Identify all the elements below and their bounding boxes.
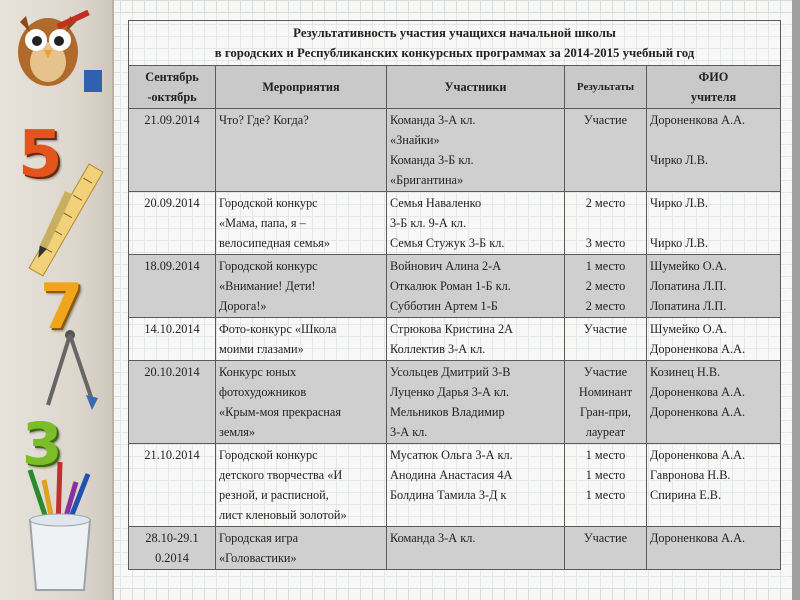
- cell-line: 28.10-29.1: [145, 531, 199, 545]
- cell-line: Чирко Л.В.: [650, 236, 708, 250]
- cell-line: Фото-конкурс «Школа: [219, 322, 337, 336]
- cell-line: 2 место: [585, 279, 626, 293]
- title-line: Результативность участия учащихся начальной школы: [293, 26, 616, 40]
- column-header-row: [129, 66, 781, 109]
- cell-line: Лопатина Л.П.: [650, 279, 727, 293]
- pencil-cup-icon: [30, 462, 90, 590]
- cell-line: «Внимание! Дети!: [219, 279, 316, 293]
- cell-line: Коллектив 3-А кл.: [390, 342, 486, 356]
- digit-five: 5: [18, 118, 63, 192]
- table-row: [129, 255, 781, 318]
- cell-line: Дороненкова А.А.: [650, 342, 746, 356]
- cell-results: [565, 527, 647, 570]
- cell-line: Участие: [583, 113, 628, 127]
- cell-line: Конкурс юных: [219, 365, 297, 379]
- cell-results: [565, 444, 647, 527]
- cell-line: велосипедная семья»: [219, 236, 330, 250]
- cell-participants: [387, 361, 565, 444]
- cell-teachers: [647, 192, 781, 255]
- cell-line: Субботин Артем 1-Б: [390, 299, 498, 313]
- table-row: [129, 192, 781, 255]
- cell-participants: [387, 109, 565, 192]
- cell-date: [129, 109, 216, 192]
- results-table: [128, 20, 781, 570]
- cell-line: 21.10.2014: [144, 448, 200, 462]
- cell-line: Городской конкурс: [219, 196, 318, 210]
- cell-line: Дороненкова А.А.: [650, 385, 746, 399]
- cell-line: Участие: [583, 531, 628, 545]
- cell-line: 1 место: [585, 488, 626, 502]
- cell-event: [216, 444, 387, 527]
- cell-teachers: [647, 444, 781, 527]
- cell-line: Дороненкова А.А.: [650, 405, 746, 419]
- cell-teachers: [647, 255, 781, 318]
- cell-line: Команда 3-А кл.: [390, 113, 476, 127]
- cell-line: 0.2014: [155, 551, 189, 565]
- cell-line: [568, 213, 643, 233]
- cell-line: 2 место: [585, 196, 626, 210]
- column-header-teacher: [647, 66, 781, 109]
- table-row: [129, 444, 781, 527]
- table-title: [129, 21, 781, 66]
- cell-line: 20.09.2014: [144, 196, 200, 210]
- cell-line: Номинант: [578, 385, 633, 399]
- cell-date: [129, 318, 216, 361]
- cell-line: Команда 3-Б кл.: [390, 153, 474, 167]
- header-line: ФИО: [698, 70, 729, 84]
- cell-line: детского творчества «И: [219, 468, 343, 482]
- cell-line: 18.09.2014: [144, 259, 200, 273]
- table-body: [129, 109, 781, 570]
- cell-line: Усольцев Дмитрий 3-В: [390, 365, 511, 379]
- cell-line: Что? Где? Когда?: [219, 113, 309, 127]
- cell-line: Мусатюк Ольга 3-А кл.: [390, 448, 513, 462]
- cell-line: Козинец Н.В.: [650, 365, 721, 379]
- cell-event: [216, 255, 387, 318]
- cell-participants: [387, 527, 565, 570]
- cell-teachers: [647, 361, 781, 444]
- cell-results: [565, 318, 647, 361]
- cell-line: 14.10.2014: [144, 322, 200, 336]
- cell-line: «Крым-моя прекрасная: [219, 405, 341, 419]
- cell-line: Гран-при,: [579, 405, 631, 419]
- cell-date: [129, 192, 216, 255]
- cell-line: Команда 3-А кл.: [390, 531, 476, 545]
- table-title-row: [129, 21, 781, 66]
- cell-line: 1 место: [585, 448, 626, 462]
- cell-results: [565, 109, 647, 192]
- column-header-results: Результаты: [565, 66, 647, 109]
- cell-line: [650, 130, 777, 150]
- cell-line: моими глазами»: [219, 342, 304, 356]
- cell-line: лист кленовый золотой»: [219, 508, 347, 522]
- cell-line: Гавронова Н.В.: [650, 468, 731, 482]
- decorative-sidebar: [0, 0, 114, 600]
- cell-event: [216, 318, 387, 361]
- digit-three: 3: [22, 410, 63, 478]
- column-header-event: Мероприятия: [216, 66, 387, 109]
- cell-participants: [387, 192, 565, 255]
- cell-line: 1 место: [585, 468, 626, 482]
- cell-participants: [387, 444, 565, 527]
- cell-line: земля»: [219, 425, 256, 439]
- table-row: [129, 318, 781, 361]
- cell-participants: [387, 255, 565, 318]
- cell-event: [216, 361, 387, 444]
- cell-date: [129, 527, 216, 570]
- cell-results: [565, 192, 647, 255]
- owl-icon: [18, 10, 102, 92]
- cell-line: фотохудожников: [219, 385, 307, 399]
- cell-line: «Бригантина»: [390, 173, 464, 187]
- header-line: Сентябрь: [145, 70, 199, 84]
- cell-line: 3 место: [585, 236, 626, 250]
- cell-teachers: [647, 109, 781, 192]
- cell-event: [216, 527, 387, 570]
- cell-line: Городской конкурс: [219, 448, 318, 462]
- cell-line: 1 место: [585, 259, 626, 273]
- header-line: -октябрь: [147, 90, 197, 104]
- cell-line: Семья Стужук 3-Б кл.: [390, 236, 505, 250]
- cell-line: Мельников Владимир: [390, 405, 505, 419]
- cell-line: Дорога!»: [219, 299, 267, 313]
- column-header-date: [129, 66, 216, 109]
- cell-line: 3-А кл.: [390, 425, 428, 439]
- cell-line: Дороненкова А.А.: [650, 113, 746, 127]
- cell-line: «Мама, папа, я –: [219, 216, 306, 230]
- cell-teachers: [647, 527, 781, 570]
- cell-event: [216, 192, 387, 255]
- cell-line: Спирина Е.В.: [650, 488, 722, 502]
- cell-line: [650, 213, 777, 233]
- cell-line: Городская игра: [219, 531, 299, 545]
- cell-line: лауреат: [585, 425, 626, 439]
- cell-line: 20.10.2014: [144, 365, 200, 379]
- cell-teachers: [647, 318, 781, 361]
- cell-line: Стрюкова Кристина 2А: [390, 322, 514, 336]
- cell-line: Дороненкова А.А.: [650, 531, 746, 545]
- cell-line: резной, и расписной,: [219, 488, 329, 502]
- cell-line: Дороненкова А.А.: [650, 448, 746, 462]
- cell-line: 2 место: [585, 299, 626, 313]
- cell-date: [129, 444, 216, 527]
- cell-line: Анодина Анастасия 4А: [390, 468, 513, 482]
- cell-line: Откалюк Роман 1-Б кл.: [390, 279, 511, 293]
- cell-line: Чирко Л.В.: [650, 153, 708, 167]
- cell-results: [565, 255, 647, 318]
- cell-line: Войнович Алина 2-А: [390, 259, 502, 273]
- cell-line: 3-Б кл. 9-А кл.: [390, 216, 467, 230]
- table-row: [129, 109, 781, 192]
- cell-line: Городской конкурс: [219, 259, 318, 273]
- header-line: учителя: [690, 90, 737, 104]
- cell-participants: [387, 318, 565, 361]
- cell-line: 21.09.2014: [144, 113, 200, 127]
- right-edge: [792, 0, 800, 600]
- cell-event: [216, 109, 387, 192]
- cell-line: Лопатина Л.П.: [650, 299, 727, 313]
- cell-line: Участие: [583, 365, 628, 379]
- cell-line: Шумейко О.А.: [650, 322, 727, 336]
- cell-line: Шумейко О.А.: [650, 259, 727, 273]
- cell-date: [129, 255, 216, 318]
- cell-line: Луценко Дарья 3-А кл.: [390, 385, 510, 399]
- table-row: [129, 361, 781, 444]
- column-header-participants: Участники: [387, 66, 565, 109]
- cell-line: Участие: [583, 322, 628, 336]
- cell-line: «Знайки»: [390, 133, 440, 147]
- cell-line: Чирко Л.В.: [650, 196, 708, 210]
- cell-date: [129, 361, 216, 444]
- cell-results: [565, 361, 647, 444]
- cell-line: Болдина Тамила 3-Д к: [390, 488, 507, 502]
- cell-line: Семья Наваленко: [390, 196, 482, 210]
- digit-seven: 7: [40, 270, 84, 343]
- title-line: в городских и Республиканских конкурсных программах за 2014-2015 учебный год: [214, 46, 695, 60]
- table-row: [129, 527, 781, 570]
- cell-line: «Головастики»: [219, 551, 297, 565]
